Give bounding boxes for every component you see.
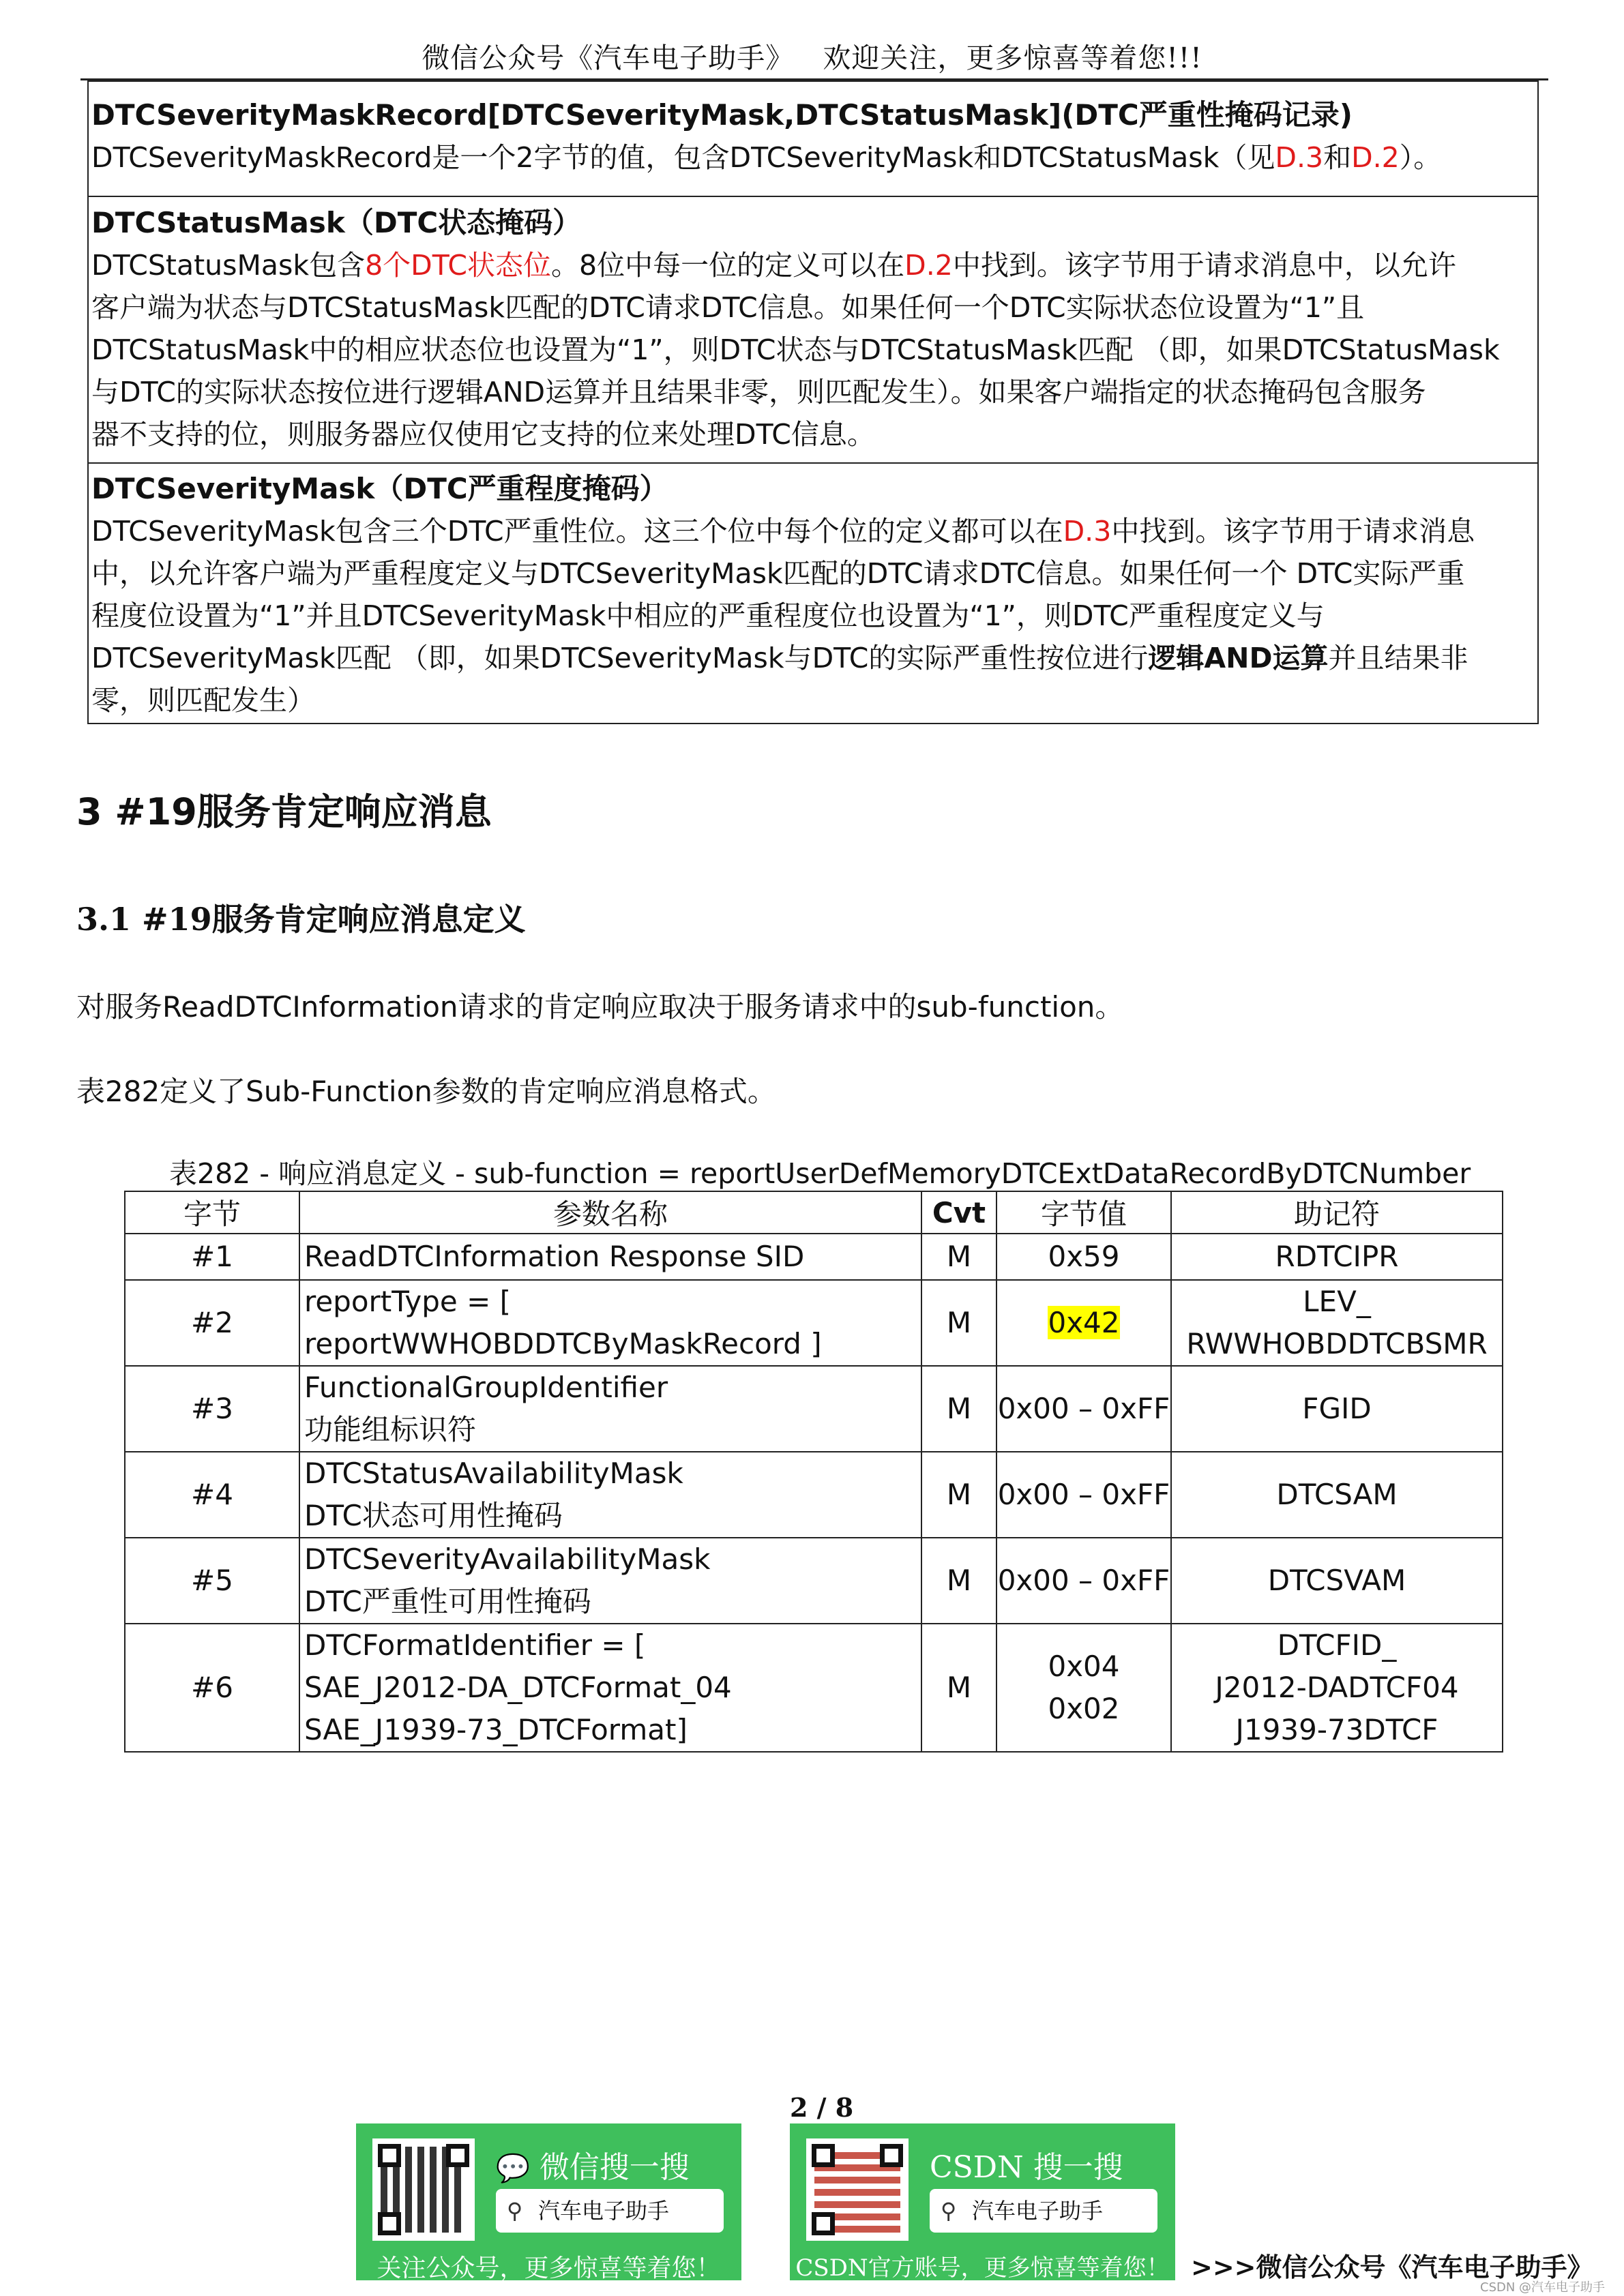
def-severity-mask: [89, 468, 1537, 721]
param-cell: FunctionalGroupIdentifier 功能组标识符: [299, 1366, 921, 1452]
byte-cell: #2: [125, 1280, 299, 1366]
paragraph: 表282定义了Sub-Function参数的肯定响应消息格式。: [76, 1075, 776, 1108]
def-status-mask: [89, 202, 1537, 456]
mnemonic-cell: DTCSVAM: [1171, 1538, 1503, 1624]
csdn-search-title: CSDN 搜一搜: [930, 2150, 1123, 2185]
table-row: [125, 1280, 1503, 1366]
table-caption: 表282 - 响应消息定义 - sub-function = reportUserDefMemoryDTCExtDataRecordByDTCNumber: [169, 1157, 1471, 1190]
search-icon: ⚲: [941, 2198, 957, 2224]
def-text: 程度位设置为“1”并且DTCSeverityMask中相应的严重程度位也设置为“1”，则DTC严重程度定义与: [91, 599, 1325, 632]
param-cell: DTCSeverityAvailabilityMask DTC严重性可用性掩码: [299, 1538, 921, 1624]
value-cell: 0x00 – 0xFF: [996, 1452, 1171, 1538]
response-table: [124, 1191, 1503, 1753]
paragraph: 对服务ReadDTCInformation请求的肯定响应取决于服务请求中的sub-function。: [76, 990, 1124, 1024]
cvt-cell: M: [921, 1234, 996, 1280]
wechat-search-box[interactable]: ⚲ 汽车电子助手: [496, 2189, 724, 2233]
footer-wechat-account: >>>微信公众号《汽车电子助手》: [1191, 2252, 1593, 2282]
value-cell: 0x00 – 0xFF: [996, 1538, 1171, 1624]
watermark: CSDN @汽车电子助手: [1480, 2280, 1606, 2295]
byte-cell: #5: [125, 1538, 299, 1624]
cvt-cell: M: [921, 1624, 996, 1752]
subsection-heading: 3.1 #19服务肯定响应消息定义: [76, 901, 526, 938]
qr-code-icon: [806, 2138, 909, 2241]
definitions-box: [87, 80, 1539, 724]
page-number: 2 / 8: [790, 2092, 854, 2123]
value-cell: 0x04 0x02: [996, 1624, 1171, 1752]
def-text: DTCSeverityMask匹配 （即，如果DTCSeverityMask与DTC的实际严重性按位进行逻辑AND运算并且结果非: [91, 642, 1468, 674]
column-header: Cvt: [921, 1191, 996, 1234]
def-severity-mask-record: [89, 94, 1537, 179]
value-cell: 0x59: [996, 1234, 1171, 1280]
section-heading: 3 #19服务肯定响应消息: [76, 790, 492, 833]
csdn-panel[interactable]: [790, 2123, 1175, 2280]
column-header: 助记符: [1171, 1191, 1503, 1234]
mnemonic-cell: DTCSAM: [1171, 1452, 1503, 1538]
mnemonic-cell: RDTCIPR: [1171, 1234, 1503, 1280]
column-header: 字节: [125, 1191, 299, 1234]
def-separator: [89, 462, 1537, 464]
def-title: DTCSeverityMask（DTC严重程度掩码）: [91, 472, 668, 505]
table-row: [125, 1624, 1503, 1752]
mnemonic-cell: LEV_ RWWHOBDDTCBSMR: [1171, 1280, 1503, 1366]
table-row: [125, 1538, 1503, 1624]
wechat-panel-caption: 关注公众号，更多惊喜等着您！: [377, 2254, 721, 2282]
cvt-cell: M: [921, 1452, 996, 1538]
byte-cell: #1: [125, 1234, 299, 1280]
def-title: DTCSeverityMaskRecord[DTCSeverityMask,DTCStatusMask](DTC严重性掩码记录): [91, 98, 1353, 132]
def-text: 零，则匹配发生）: [91, 684, 315, 717]
csdn-search-box[interactable]: ⚲ 汽车电子助手: [930, 2189, 1157, 2233]
search-icon: ⚲: [507, 2198, 523, 2224]
table-header-row: [125, 1191, 1503, 1234]
cvt-cell: M: [921, 1366, 996, 1452]
value-cell: [996, 1280, 1171, 1366]
value-cell: 0x00 – 0xFF: [996, 1366, 1171, 1452]
def-text: DTCStatusMask包含8个DTC状态位。8位中每一位的定义可以在D.2中找到。该字节用于请求消息中，以允许: [91, 249, 1456, 282]
byte-cell: #4: [125, 1452, 299, 1538]
def-text: DTCStatusMask中的相应状态位也设置为“1”，则DTC状态与DTCStatusMask匹配 （即，如果DTCStatusMask: [91, 333, 1500, 366]
def-text: 与DTC的实际状态按位进行逻辑AND运算并且结果非零，则匹配发生）。如果客户端指定的状态掩码包含服务: [91, 376, 1426, 408]
param-cell: ReadDTCInformation Response SID: [299, 1234, 921, 1280]
def-text: 客户端为状态与DTCStatusMask匹配的DTC请求DTC信息。如果任何一个DTC实际状态位设置为“1”且: [91, 291, 1365, 324]
qr-code-icon: [372, 2138, 475, 2241]
highlighted-value: 0x42: [1048, 1306, 1120, 1339]
def-title: DTCStatusMask（DTC状态掩码）: [91, 206, 582, 239]
def-text: DTCSeverityMaskRecord是一个2字节的值，包含DTCSeverityMask和DTCStatusMask（见D.3和D.2）。: [91, 141, 1442, 174]
cvt-cell: M: [921, 1280, 996, 1366]
param-cell: DTCStatusAvailabilityMask DTC状态可用性掩码: [299, 1452, 921, 1538]
csdn-panel-caption: CSDN官方账号，更多惊喜等着您！: [795, 2254, 1170, 2282]
wechat-panel[interactable]: [356, 2123, 741, 2280]
def-text: DTCSeverityMask包含三个DTC严重性位。这三个位中每个位的定义都可以在D.3中找到。该字节用于请求消息: [91, 515, 1475, 548]
param-cell: DTCFormatIdentifier = [ SAE_J2012-DA_DTCFormat_04 SAE_J1939-73_DTCFormat]: [299, 1624, 921, 1752]
table-row: [125, 1366, 1503, 1452]
cvt-cell: M: [921, 1538, 996, 1624]
wechat-search-title: 💬 微信搜一搜: [496, 2150, 690, 2185]
table-row: [125, 1452, 1503, 1538]
mnemonic-cell: FGID: [1171, 1366, 1503, 1452]
def-text: 中，以允许客户端为严重程度定义与DTCSeverityMask匹配的DTC请求DTC信息。如果任何一个 DTC实际严重: [91, 557, 1465, 590]
def-separator: [89, 196, 1537, 197]
header-text: 微信公众号《汽车电子助手》 欢迎关注，更多惊喜等着您!!!: [422, 42, 1202, 74]
page-header: [0, 35, 1624, 76]
byte-cell: #6: [125, 1624, 299, 1752]
mnemonic-cell: DTCFID_ J2012-DADTCF04 J1939-73DTCF: [1171, 1624, 1503, 1752]
wechat-icon: 💬: [496, 2153, 530, 2184]
def-text: 器不支持的位，则服务器应仅使用它支持的位来处理DTC信息。: [91, 418, 875, 451]
param-cell: reportType = [ reportWWHOBDDTCByMaskRecord ]: [299, 1280, 921, 1366]
byte-cell: #3: [125, 1366, 299, 1452]
column-header: 字节值: [996, 1191, 1171, 1234]
table-row: [125, 1234, 1503, 1280]
column-header: 参数名称: [299, 1191, 921, 1234]
